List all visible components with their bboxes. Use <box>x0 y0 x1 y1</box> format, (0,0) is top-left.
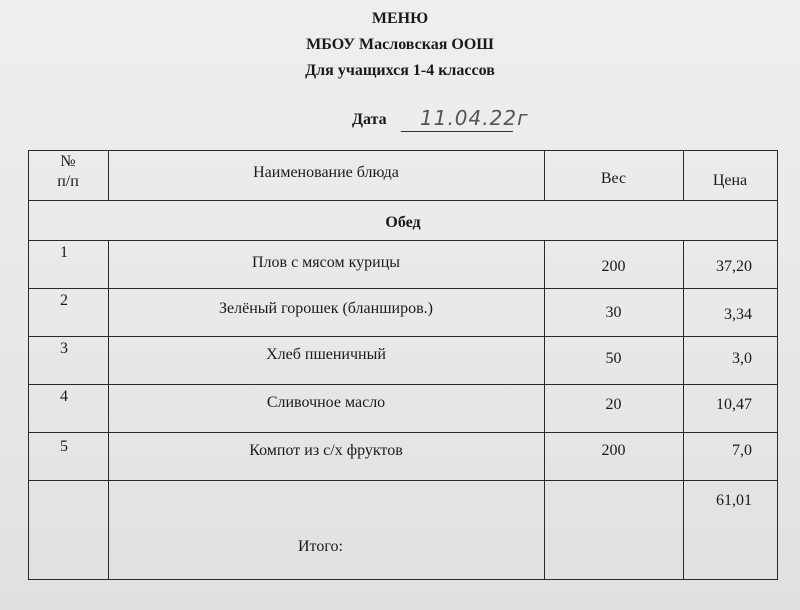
header-price: Цена <box>712 172 748 189</box>
section-bottom-line <box>28 240 778 241</box>
menu-table <box>28 150 778 580</box>
row-3-price: 3,0 <box>732 350 752 367</box>
row-line-1 <box>28 288 778 289</box>
row-line-5 <box>28 480 778 481</box>
date-value-handwritten: 11.04.22г <box>420 106 529 130</box>
table-border-top <box>28 150 778 151</box>
row-5-name: Компот из с/х фруктов <box>249 442 403 459</box>
row-3-name: Хлеб пшеничный <box>266 346 386 363</box>
row-4-name: Сливочное масло <box>266 394 386 411</box>
row-1-weight: 200 <box>601 258 626 275</box>
header-bottom-line <box>28 200 778 201</box>
row-2-num: 2 <box>60 292 68 309</box>
row-5-weight: 200 <box>601 442 626 459</box>
row-1-num: 1 <box>60 244 68 261</box>
row-1-price: 37,20 <box>716 258 752 275</box>
date-underline <box>401 131 513 132</box>
row-2-price: 3,34 <box>724 306 752 323</box>
row-line-4 <box>28 432 778 433</box>
header-num: № п/п <box>57 153 79 190</box>
row-2-name: Зелёный горошек (бланширов.) <box>219 300 433 317</box>
menu-title: МЕНЮ <box>371 10 429 27</box>
row-4-weight: 20 <box>605 396 622 413</box>
date-label: Дата <box>352 111 387 128</box>
row-5-price: 7,0 <box>732 442 752 459</box>
row-5-num: 5 <box>60 438 68 455</box>
row-3-weight: 50 <box>605 350 622 367</box>
row-4-price: 10,47 <box>716 396 752 413</box>
total-label: Итого: <box>298 538 343 555</box>
row-2-weight: 30 <box>605 304 622 321</box>
row-1-name: Плов с мясом курицы <box>251 254 401 271</box>
audience-line: Для учащихся 1-4 классов <box>305 62 495 79</box>
row-line-2 <box>28 336 778 337</box>
section-title: Обед <box>385 214 421 231</box>
row-4-num: 4 <box>60 388 68 405</box>
total-value: 61,01 <box>716 492 752 509</box>
col-divider-weight-body <box>683 240 684 580</box>
school-name: МБОУ Масловская ООШ <box>306 36 494 53</box>
row-line-3 <box>28 384 778 385</box>
table-border-bottom <box>28 579 778 580</box>
header-weight: Вес <box>600 170 627 187</box>
header-name: Наименование блюда <box>253 164 399 181</box>
row-3-num: 3 <box>60 340 68 357</box>
